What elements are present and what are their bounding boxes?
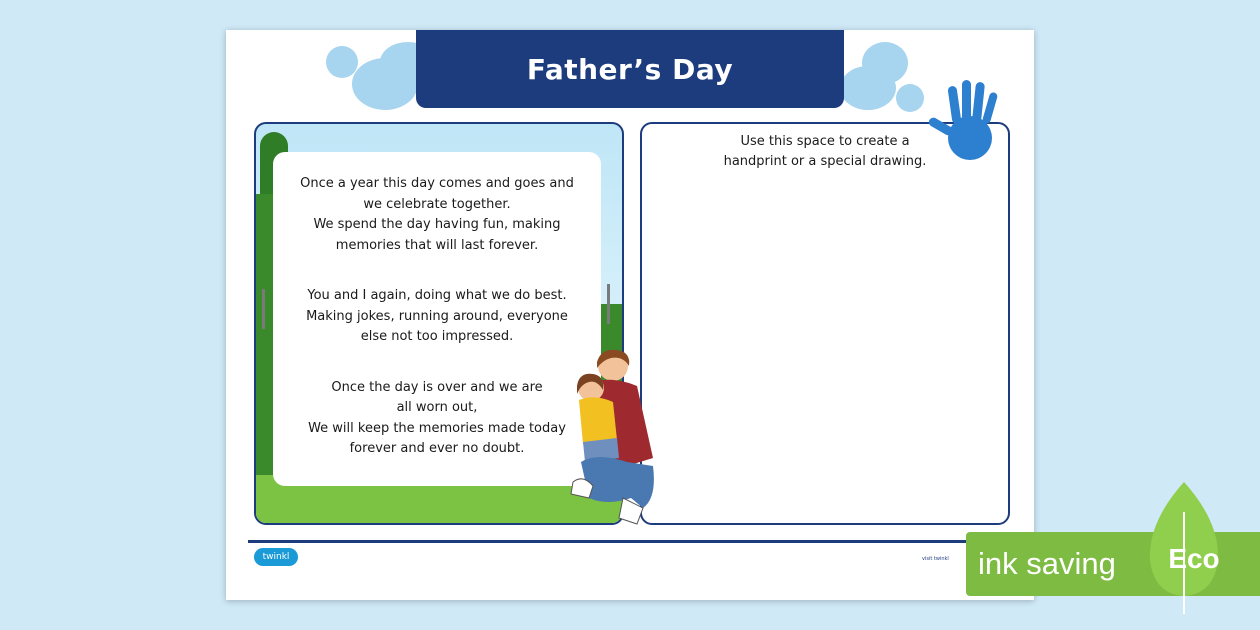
poem-stanza-1 bbox=[282, 174, 592, 256]
poem-line: all worn out, bbox=[396, 400, 478, 415]
decorative-bubble bbox=[862, 42, 908, 84]
poem-line: Once the day is over and we are bbox=[331, 379, 543, 395]
instruction-line: handprint or a special drawing. bbox=[723, 154, 927, 169]
decorative-bubble bbox=[896, 84, 924, 112]
handprint-icon bbox=[928, 78, 1010, 168]
fence-post bbox=[607, 284, 610, 324]
page-title: Father’s Day bbox=[416, 30, 844, 108]
poem-line: You and I again, doing what we do best. bbox=[307, 288, 567, 303]
poem-line: Once a year this day comes and goes and bbox=[300, 176, 574, 191]
fence-post bbox=[262, 289, 265, 329]
decorative-bubble bbox=[326, 46, 358, 78]
poem-stanza-2 bbox=[282, 286, 592, 348]
ink-saving-text: ink saving bbox=[978, 546, 1116, 581]
footer-divider bbox=[248, 540, 1020, 543]
poem-line: else not too impressed. bbox=[360, 329, 514, 344]
poem-line: We spend the day having fun, making bbox=[313, 217, 561, 232]
poem-line: we celebrate together. bbox=[363, 196, 511, 212]
father-hugging-child-illustration bbox=[567, 348, 659, 526]
poem-line: memories that will last forever. bbox=[335, 237, 539, 253]
poem-line: forever and ever no doubt. bbox=[349, 441, 525, 456]
poem-line: We will keep the memories made today bbox=[308, 420, 566, 436]
twinkl-logo: twinkl bbox=[254, 548, 298, 566]
drawing-box bbox=[640, 122, 1010, 525]
poem-stanza-3 bbox=[282, 378, 592, 460]
instruction-line: Use this space to create a bbox=[740, 134, 910, 149]
poem-card bbox=[273, 152, 601, 486]
footer-text: visit twinkl bbox=[922, 556, 949, 562]
poem-line: Making jokes, running around, everyone bbox=[306, 308, 568, 324]
eco-label: Eco bbox=[1168, 543, 1220, 574]
